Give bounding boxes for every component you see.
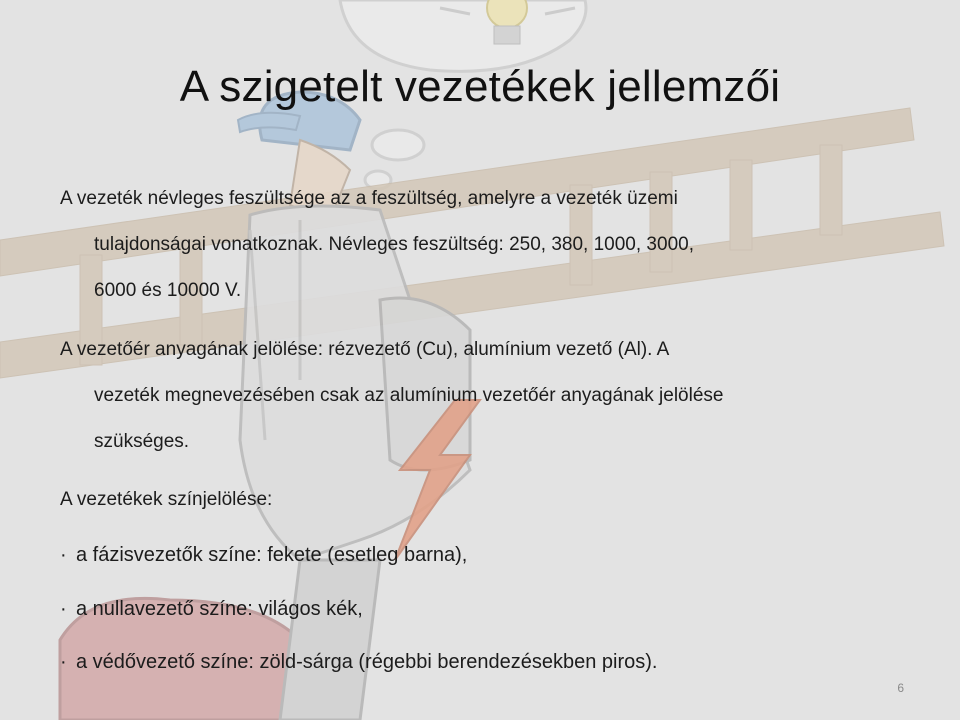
list-item-text: a fázisvezetők színe: fekete (esetleg barna), [76, 544, 468, 566]
paragraph-conductor-material [60, 327, 902, 465]
bullet-dot: · [60, 544, 67, 566]
list-item [60, 598, 363, 621]
paragraph-line: tulajdonságai vonatkoznak. Névleges feszültség: 250, 380, 1000, 3000, [94, 234, 694, 255]
page-number: 6 [897, 681, 904, 695]
paragraph-nominal-voltage [60, 176, 902, 314]
bullet-dot: · [60, 651, 67, 673]
paragraph-line: szükséges. [94, 431, 190, 452]
list-item-text: a nullavezető színe: világos kék, [76, 598, 363, 620]
list-item [60, 651, 657, 674]
paragraph-line: vezeték megnevezésében csak az alumínium vezetőér anyagának jelölése [94, 385, 724, 406]
paragraph-line: A vezetőér anyagának jelölése: rézvezető (Cu), alumínium vezető (Al). A [60, 339, 670, 360]
color-coding-heading: A vezetékek színjelölése: [60, 489, 273, 510]
slide-title: A szigetelt vezetékek jellemzői [179, 62, 781, 111]
paragraph-line: 6000 és 10000 V. [94, 280, 242, 301]
paragraph-line: A vezeték névleges feszültsége az a feszültség, amelyre a vezeték üzemi [60, 188, 678, 209]
bullet-dot: · [60, 598, 67, 620]
list-item-text: a védővezető színe: zöld-sárga (régebbi berendezésekben piros). [76, 651, 658, 673]
list-item [60, 544, 467, 567]
